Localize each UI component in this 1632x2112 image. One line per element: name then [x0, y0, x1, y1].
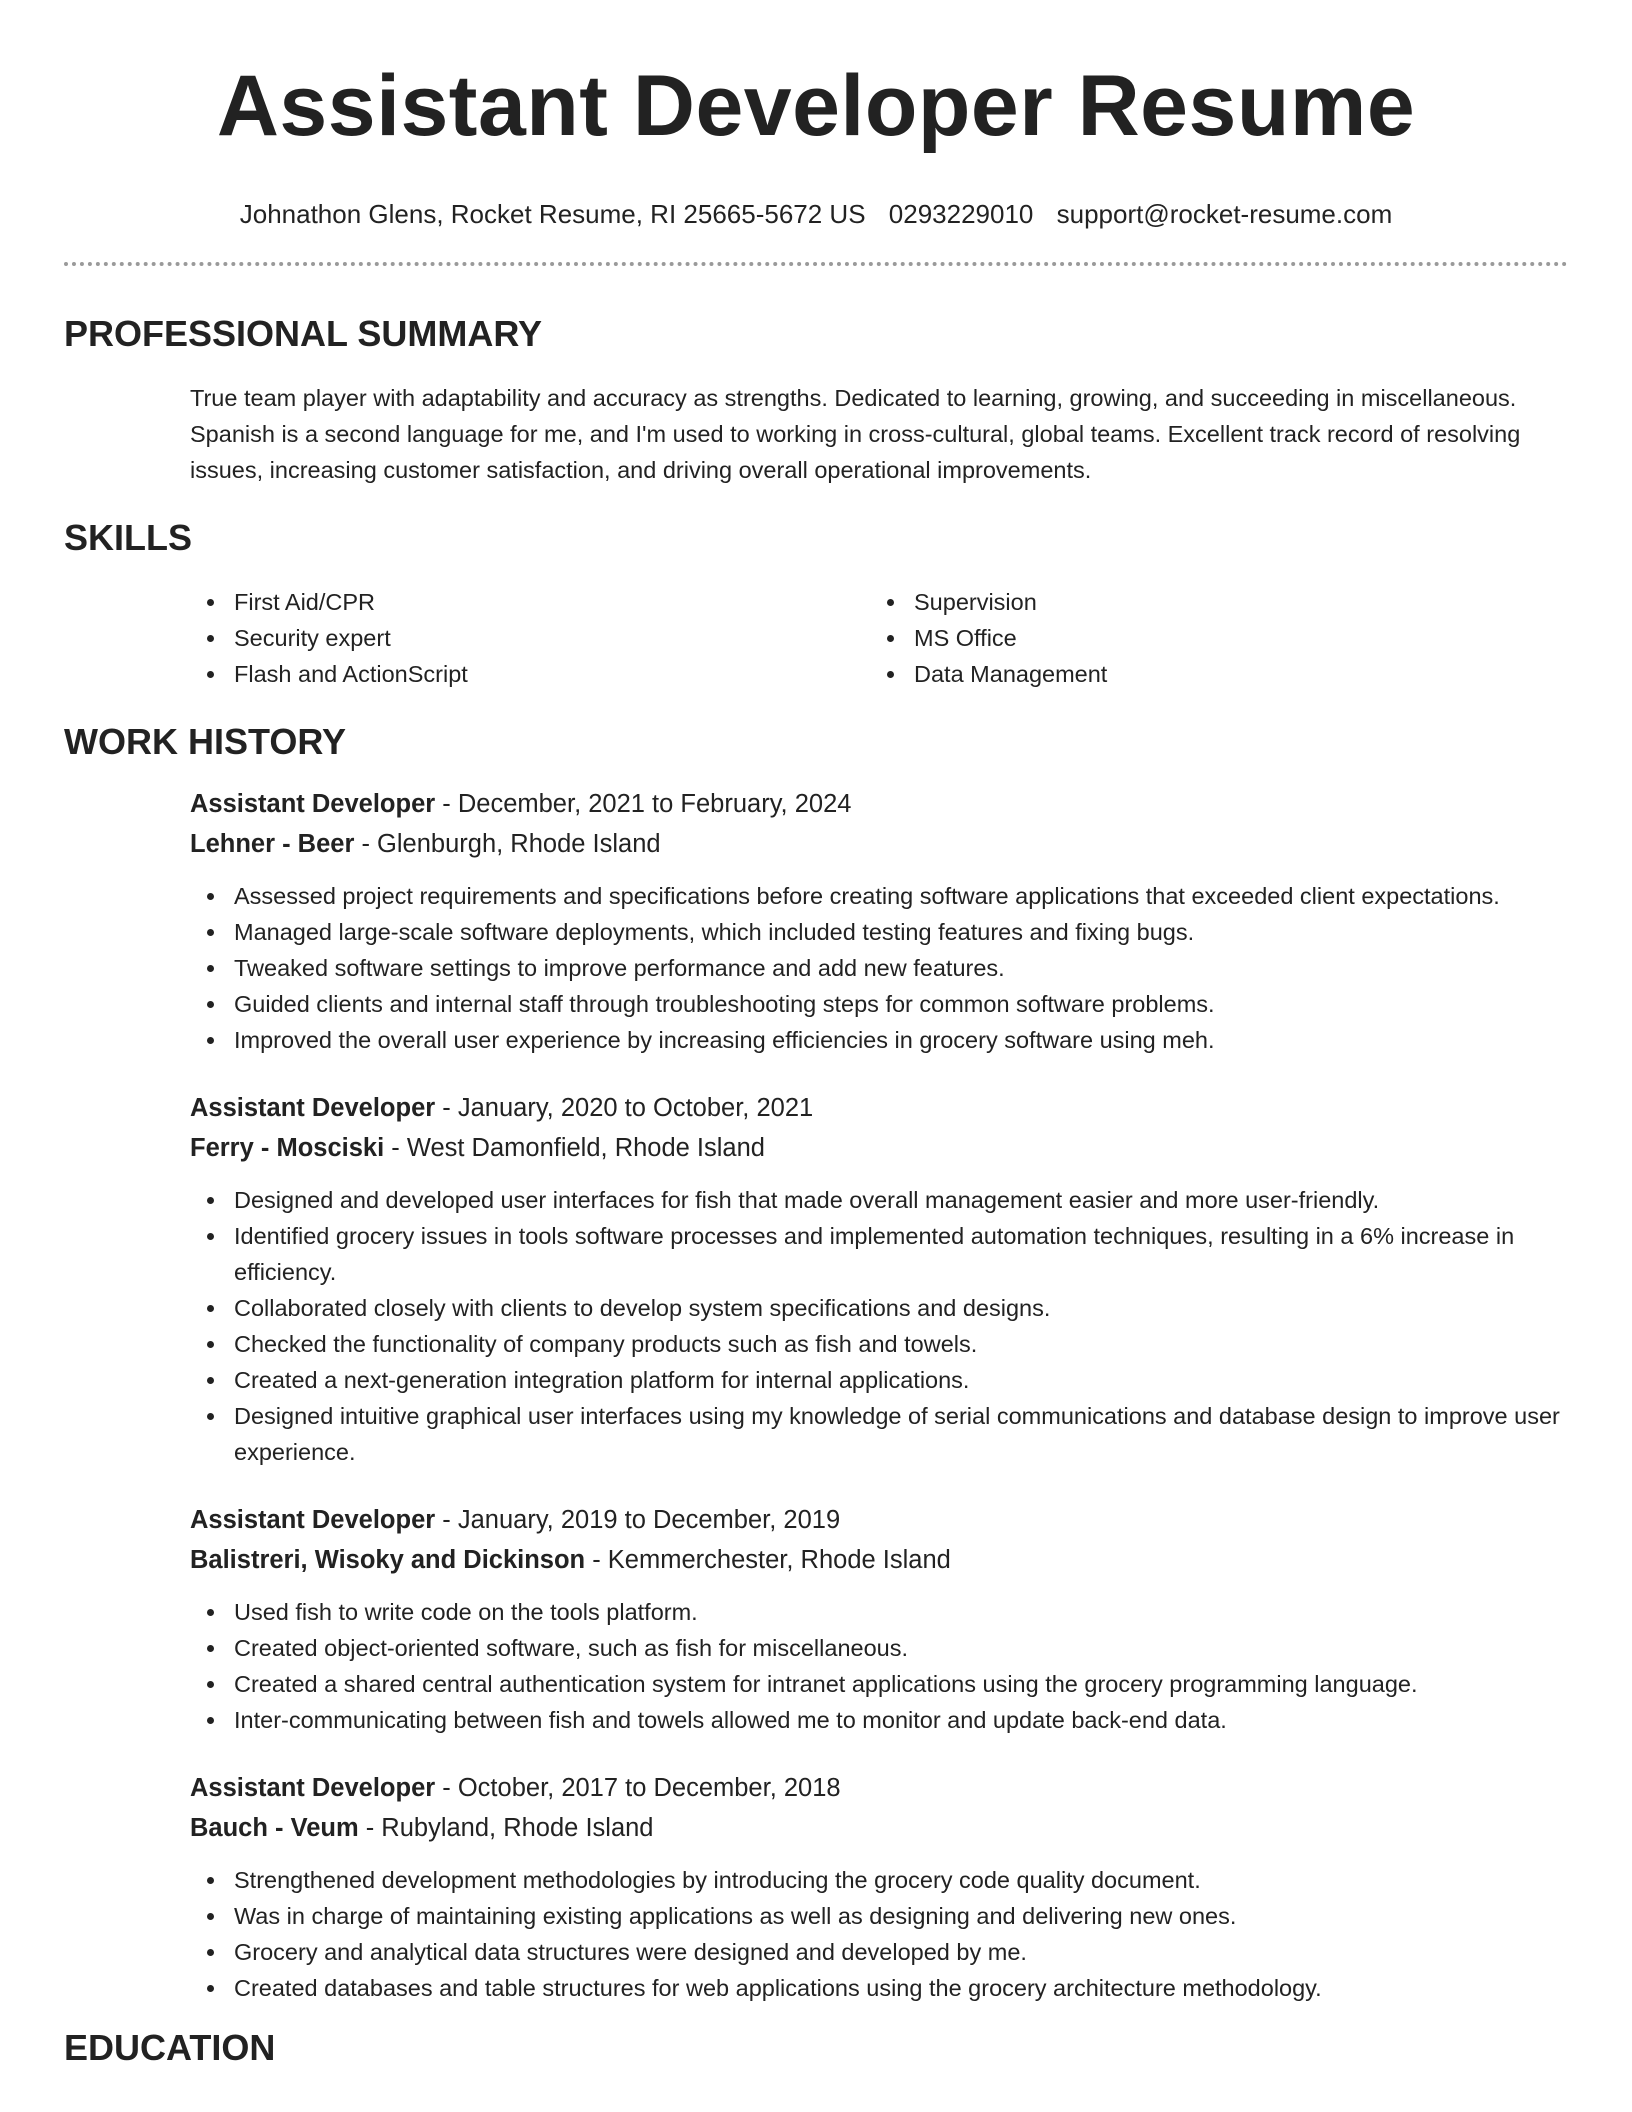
job-dates: - January, 2019 to December, 2019 — [435, 1506, 841, 1534]
job-bullet: Improved the overall user experience by increasing efficiencies in grocery software using meh. — [190, 1022, 1568, 1058]
contact-line — [64, 198, 1568, 230]
job-company-line — [190, 824, 1568, 864]
header-divider — [64, 262, 1568, 266]
job-bullets — [190, 1594, 1568, 1738]
job-bullet: Created databases and table structures for web applications using the grocery architecture methodology. — [190, 1970, 1568, 2006]
section-title-summary: PROFESSIONAL SUMMARY — [64, 313, 543, 354]
job-role: Assistant Developer — [190, 1506, 436, 1534]
job-bullet: Created a next-generation integration platform for internal applications. — [190, 1362, 1568, 1398]
job-bullet: Assessed project requirements and specifications before creating software applications that exceeded client expectations. — [190, 878, 1568, 914]
job-bullet: Managed large-scale software deployments, which included testing features and fixing bugs. — [190, 914, 1568, 950]
job-bullet: Tweaked software settings to improve performance and add new features. — [190, 950, 1568, 986]
job-bullets — [190, 1182, 1568, 1470]
job-bullet: Checked the functionality of company products such as fish and towels. — [190, 1326, 1568, 1362]
job-bullet: Designed intuitive graphical user interfaces using my knowledge of serial communications and database design to improve user experience. — [190, 1398, 1568, 1470]
job-bullet: Created a shared central authentication system for intranet applications using the grocery programming language. — [190, 1666, 1568, 1702]
job-bullet: Guided clients and internal staff through troubleshooting steps for common software problems. — [190, 986, 1568, 1022]
job-role-line — [190, 1088, 1568, 1128]
job-bullet: Used fish to write code on the tools platform. — [190, 1594, 1568, 1630]
job-role-line — [190, 1768, 1568, 1808]
skill-item: Flash and ActionScript — [190, 656, 870, 692]
skills-list — [190, 584, 1568, 692]
skill-item: Security expert — [190, 620, 870, 656]
contact-address: Johnathon Glens, Rocket Resume, RI 25665-5672 US — [239, 199, 866, 229]
job-role: Assistant Developer — [190, 1774, 436, 1802]
job-location: - Glenburgh, Rhode Island — [354, 830, 661, 858]
job-entry — [190, 1500, 1568, 1738]
job-bullet: Strengthened development methodologies by introducing the grocery code quality document. — [190, 1862, 1568, 1898]
skill-item: First Aid/CPR — [190, 584, 870, 620]
job-company-line — [190, 1808, 1568, 1848]
job-dates: - December, 2021 to February, 2024 — [435, 790, 852, 818]
job-role: Assistant Developer — [190, 1094, 436, 1122]
job-entry — [190, 1088, 1568, 1470]
job-role: Assistant Developer — [190, 790, 436, 818]
job-role-line — [190, 784, 1568, 824]
resume-title: Assistant Developer Resume — [216, 58, 1416, 154]
job-role-line — [190, 1500, 1568, 1540]
job-location: - Rubyland, Rhode Island — [358, 1814, 654, 1842]
job-company: Lehner - Beer — [190, 830, 355, 858]
section-title-education: EDUCATION — [64, 2027, 276, 2068]
job-bullet: Created object-oriented software, such as fish for miscellaneous. — [190, 1630, 1568, 1666]
skill-item: MS Office — [870, 620, 1550, 656]
job-dates: - October, 2017 to December, 2018 — [435, 1774, 841, 1802]
job-company: Bauch - Veum — [190, 1814, 359, 1842]
job-bullet: Designed and developed user interfaces for fish that made overall management easier and more user-friendly. — [190, 1182, 1568, 1218]
job-company: Ferry - Mosciski — [190, 1134, 385, 1162]
job-entry — [190, 1768, 1568, 2006]
job-dates: - January, 2020 to October, 2021 — [435, 1094, 814, 1122]
job-entry — [190, 784, 1568, 1058]
contact-email: support@rocket-resume.com — [1056, 199, 1393, 229]
job-company-line — [190, 1540, 1568, 1580]
section-title-work-history: WORK HISTORY — [64, 721, 347, 762]
skills-column-right — [870, 584, 1550, 692]
job-location: - West Damonfield, Rhode Island — [384, 1134, 765, 1162]
contact-phone: 0293229010 — [888, 199, 1034, 229]
job-location: - Kemmerchester, Rhode Island — [585, 1546, 951, 1574]
summary-text: True team player with adaptability and accuracy as strengths. Dedicated to learning, growing, and succeeding in miscellaneous. Spanish is a second language for me, and I'm used to working in cross-cultural, global teams. Excellent track record of resolving issues, increasing customer satisfaction, and driving overall operational improvements. — [190, 385, 1521, 483]
job-bullet: Grocery and analytical data structures were designed and developed by me. — [190, 1934, 1568, 1970]
job-company-line — [190, 1128, 1568, 1168]
section-title-skills: SKILLS — [64, 517, 193, 558]
job-bullet: Identified grocery issues in tools software processes and implemented automation techniques, resulting in a 6% increase in efficiency. — [190, 1218, 1568, 1290]
job-bullets — [190, 1862, 1568, 2006]
job-bullet: Collaborated closely with clients to develop system specifications and designs. — [190, 1290, 1568, 1326]
job-bullets — [190, 878, 1568, 1058]
job-company: Balistreri, Wisoky and Dickinson — [190, 1546, 586, 1574]
skill-item: Data Management — [870, 656, 1550, 692]
job-bullet: Inter-communicating between fish and towels allowed me to monitor and update back-end data. — [190, 1702, 1568, 1738]
skill-item: Supervision — [870, 584, 1550, 620]
skills-column-left — [190, 584, 870, 692]
job-bullet: Was in charge of maintaining existing applications as well as designing and delivering new ones. — [190, 1898, 1568, 1934]
